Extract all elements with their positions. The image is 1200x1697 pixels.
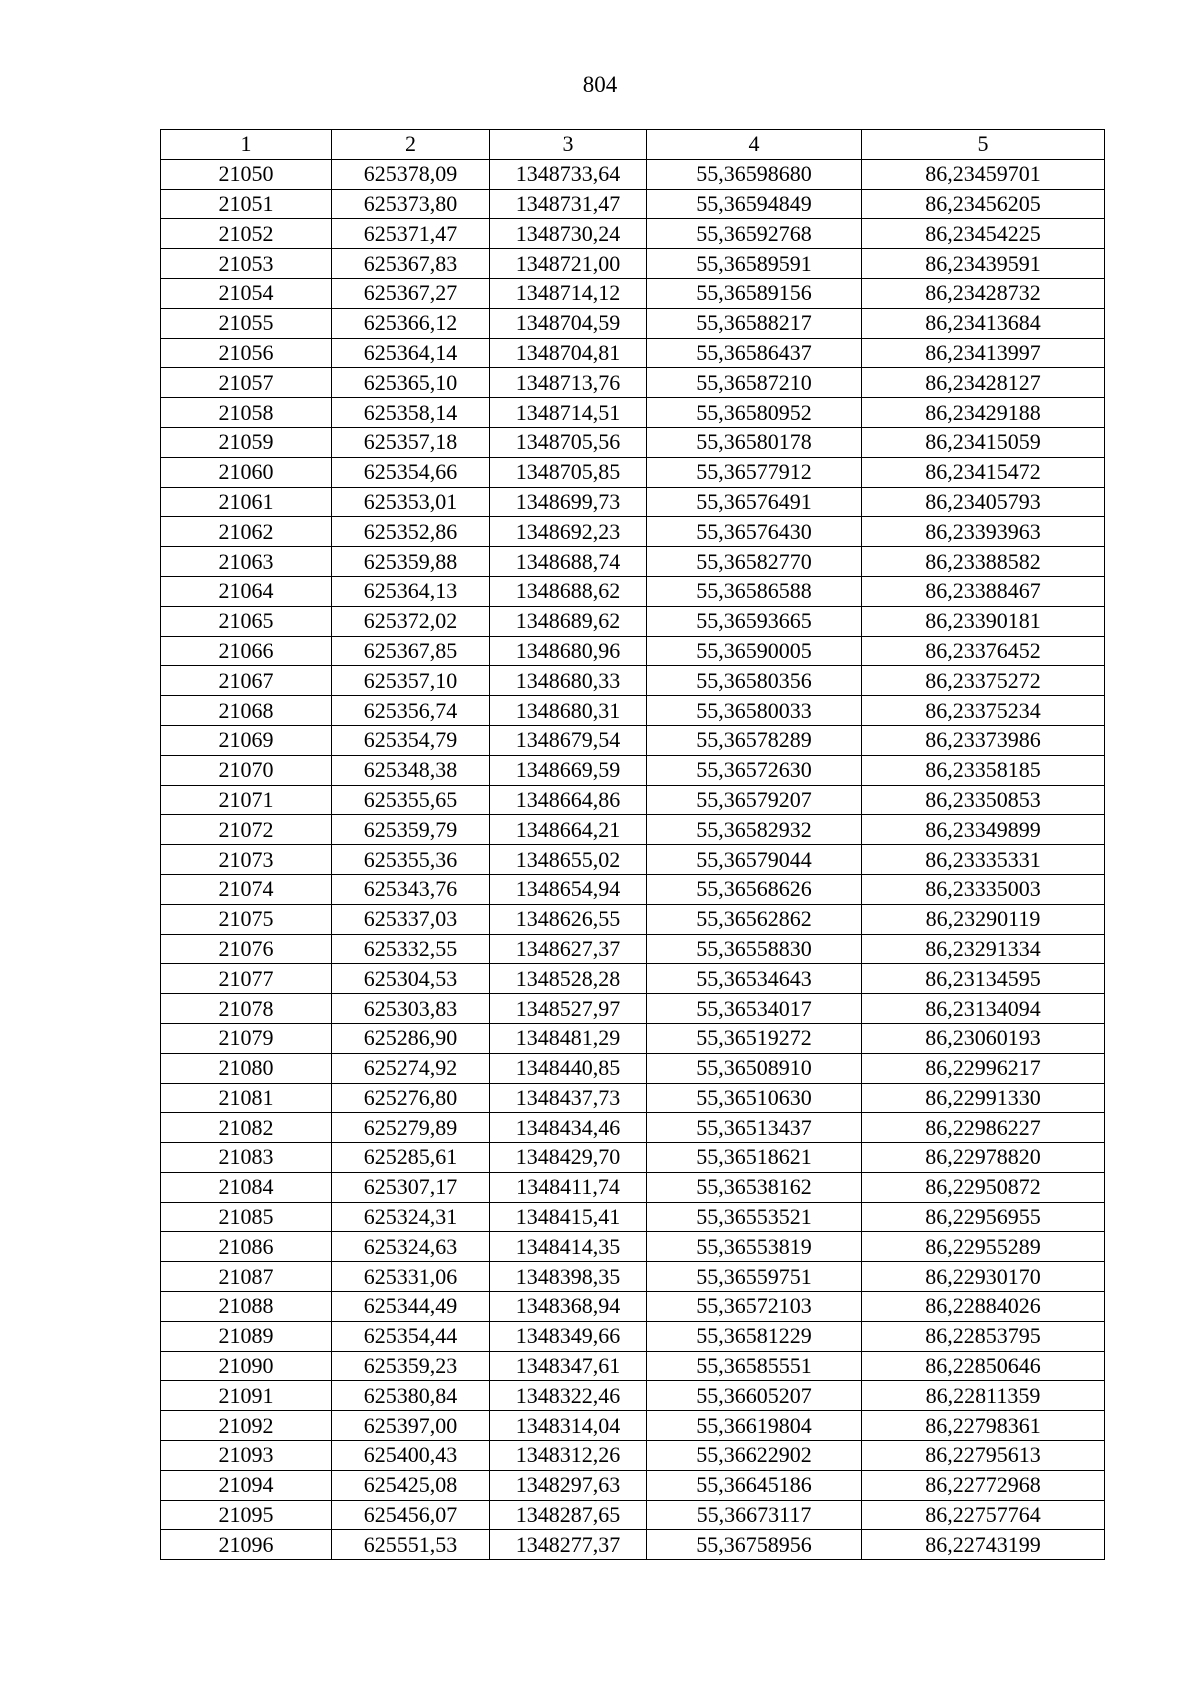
point-number-cell: 21079 [161,1023,332,1053]
y-coordinate-cell: 1348314,04 [490,1411,647,1441]
latitude-cell: 55,36580952 [647,398,862,428]
table-row [161,636,1105,666]
latitude-cell: 55,36580033 [647,696,862,726]
latitude-cell: 55,36534017 [647,994,862,1024]
x-coordinate-cell: 625425,08 [332,1470,490,1500]
latitude-cell: 55,36559751 [647,1262,862,1292]
point-number-cell: 21095 [161,1500,332,1530]
table-row [161,904,1105,934]
y-coordinate-cell: 1348626,55 [490,904,647,934]
table-row [161,725,1105,755]
latitude-cell: 55,36622902 [647,1441,862,1471]
point-number-cell: 21078 [161,994,332,1024]
latitude-cell: 55,36673117 [647,1500,862,1530]
x-coordinate-cell: 625307,17 [332,1172,490,1202]
y-coordinate-cell: 1348287,65 [490,1500,647,1530]
latitude-cell: 55,36645186 [647,1470,862,1500]
table-row [161,576,1105,606]
latitude-cell: 55,36592768 [647,219,862,249]
table-row [161,1262,1105,1292]
point-number-cell: 21076 [161,934,332,964]
y-coordinate-cell: 1348705,85 [490,457,647,487]
point-number-cell: 21063 [161,547,332,577]
x-coordinate-cell: 625373,80 [332,189,490,219]
x-coordinate-cell: 625348,38 [332,755,490,785]
point-number-cell: 21051 [161,189,332,219]
latitude-cell: 55,36510630 [647,1083,862,1113]
latitude-cell: 55,36758956 [647,1530,862,1560]
table-row [161,1113,1105,1143]
longitude-cell: 86,23439591 [862,249,1105,279]
y-coordinate-cell: 1348680,96 [490,636,647,666]
x-coordinate-cell: 625372,02 [332,606,490,636]
point-number-cell: 21091 [161,1381,332,1411]
longitude-cell: 86,23290119 [862,904,1105,934]
longitude-cell: 86,23459701 [862,159,1105,189]
table-row [161,457,1105,487]
point-number-cell: 21056 [161,338,332,368]
table-row [161,1441,1105,1471]
latitude-cell: 55,36594849 [647,189,862,219]
y-coordinate-cell: 1348627,37 [490,934,647,964]
point-number-cell: 21088 [161,1292,332,1322]
y-coordinate-cell: 1348679,54 [490,725,647,755]
longitude-cell: 86,23429188 [862,398,1105,428]
latitude-cell: 55,36578289 [647,725,862,755]
table-row [161,785,1105,815]
longitude-cell: 86,22986227 [862,1113,1105,1143]
y-coordinate-cell: 1348704,59 [490,308,647,338]
y-coordinate-cell: 1348312,26 [490,1441,647,1471]
latitude-cell: 55,36518621 [647,1143,862,1173]
y-coordinate-cell: 1348714,12 [490,278,647,308]
x-coordinate-cell: 625358,14 [332,398,490,428]
longitude-cell: 86,23358185 [862,755,1105,785]
longitude-cell: 86,22853795 [862,1321,1105,1351]
y-coordinate-cell: 1348664,86 [490,785,647,815]
table-row [161,874,1105,904]
longitude-cell: 86,22811359 [862,1381,1105,1411]
point-number-cell: 21064 [161,576,332,606]
point-number-cell: 21053 [161,249,332,279]
table-row [161,845,1105,875]
longitude-cell: 86,23350853 [862,785,1105,815]
y-coordinate-cell: 1348664,21 [490,815,647,845]
table-row [161,1381,1105,1411]
longitude-cell: 86,23415472 [862,457,1105,487]
point-number-cell: 21085 [161,1202,332,1232]
x-coordinate-cell: 625324,31 [332,1202,490,1232]
y-coordinate-cell: 1348481,29 [490,1023,647,1053]
y-coordinate-cell: 1348680,33 [490,666,647,696]
latitude-cell: 55,36579044 [647,845,862,875]
column-header-1: 1 [161,130,332,160]
y-coordinate-cell: 1348414,35 [490,1232,647,1262]
y-coordinate-cell: 1348730,24 [490,219,647,249]
longitude-cell: 86,23428127 [862,368,1105,398]
table-row [161,487,1105,517]
longitude-cell: 86,22930170 [862,1262,1105,1292]
x-coordinate-cell: 625397,00 [332,1411,490,1441]
point-number-cell: 21093 [161,1441,332,1471]
table-row [161,219,1105,249]
x-coordinate-cell: 625353,01 [332,487,490,517]
longitude-cell: 86,22757764 [862,1500,1105,1530]
longitude-cell: 86,23405793 [862,487,1105,517]
longitude-cell: 86,23456205 [862,189,1105,219]
x-coordinate-cell: 625357,18 [332,427,490,457]
x-coordinate-cell: 625343,76 [332,874,490,904]
point-number-cell: 21090 [161,1351,332,1381]
latitude-cell: 55,36579207 [647,785,862,815]
table-row [161,1232,1105,1262]
x-coordinate-cell: 625354,79 [332,725,490,755]
y-coordinate-cell: 1348398,35 [490,1262,647,1292]
latitude-cell: 55,36589591 [647,249,862,279]
x-coordinate-cell: 625303,83 [332,994,490,1024]
table-row [161,964,1105,994]
latitude-cell: 55,36593665 [647,606,862,636]
x-coordinate-cell: 625551,53 [332,1530,490,1560]
point-number-cell: 21055 [161,308,332,338]
longitude-cell: 86,23134094 [862,994,1105,1024]
x-coordinate-cell: 625355,36 [332,845,490,875]
longitude-cell: 86,22955289 [862,1232,1105,1262]
coordinates-table [160,129,1105,1560]
latitude-cell: 55,36586588 [647,576,862,606]
y-coordinate-cell: 1348655,02 [490,845,647,875]
table-row [161,1172,1105,1202]
y-coordinate-cell: 1348705,56 [490,427,647,457]
point-number-cell: 21083 [161,1143,332,1173]
point-number-cell: 21060 [161,457,332,487]
latitude-cell: 55,36581229 [647,1321,862,1351]
longitude-cell: 86,23388582 [862,547,1105,577]
y-coordinate-cell: 1348733,64 [490,159,647,189]
x-coordinate-cell: 625400,43 [332,1441,490,1471]
point-number-cell: 21084 [161,1172,332,1202]
y-coordinate-cell: 1348347,61 [490,1351,647,1381]
latitude-cell: 55,36588217 [647,308,862,338]
y-coordinate-cell: 1348688,62 [490,576,647,606]
latitude-cell: 55,36513437 [647,1113,862,1143]
latitude-cell: 55,36605207 [647,1381,862,1411]
latitude-cell: 55,36587210 [647,368,862,398]
y-coordinate-cell: 1348368,94 [490,1292,647,1322]
longitude-cell: 86,23373986 [862,725,1105,755]
point-number-cell: 21066 [161,636,332,666]
x-coordinate-cell: 625367,85 [332,636,490,666]
x-coordinate-cell: 625304,53 [332,964,490,994]
latitude-cell: 55,36590005 [647,636,862,666]
x-coordinate-cell: 625354,44 [332,1321,490,1351]
y-coordinate-cell: 1348680,31 [490,696,647,726]
x-coordinate-cell: 625355,65 [332,785,490,815]
point-number-cell: 21062 [161,517,332,547]
latitude-cell: 55,36534643 [647,964,862,994]
table-row [161,1083,1105,1113]
table-row [161,1023,1105,1053]
x-coordinate-cell: 625367,83 [332,249,490,279]
point-number-cell: 21067 [161,666,332,696]
latitude-cell: 55,36580178 [647,427,862,457]
x-coordinate-cell: 625367,27 [332,278,490,308]
longitude-cell: 86,23134595 [862,964,1105,994]
point-number-cell: 21069 [161,725,332,755]
table-row [161,1500,1105,1530]
point-number-cell: 21071 [161,785,332,815]
x-coordinate-cell: 625359,88 [332,547,490,577]
point-number-cell: 21092 [161,1411,332,1441]
point-number-cell: 21068 [161,696,332,726]
table-row [161,278,1105,308]
table-row [161,815,1105,845]
y-coordinate-cell: 1348689,62 [490,606,647,636]
longitude-cell: 86,23060193 [862,1023,1105,1053]
longitude-cell: 86,22795613 [862,1441,1105,1471]
table-row [161,338,1105,368]
x-coordinate-cell: 625456,07 [332,1500,490,1530]
point-number-cell: 21086 [161,1232,332,1262]
x-coordinate-cell: 625365,10 [332,368,490,398]
table-row [161,696,1105,726]
table-row [161,159,1105,189]
y-coordinate-cell: 1348349,66 [490,1321,647,1351]
point-number-cell: 21081 [161,1083,332,1113]
x-coordinate-cell: 625371,47 [332,219,490,249]
y-coordinate-cell: 1348713,76 [490,368,647,398]
point-number-cell: 21059 [161,427,332,457]
table-row [161,1351,1105,1381]
y-coordinate-cell: 1348437,73 [490,1083,647,1113]
x-coordinate-cell: 625364,14 [332,338,490,368]
longitude-cell: 86,23393963 [862,517,1105,547]
y-coordinate-cell: 1348692,23 [490,517,647,547]
x-coordinate-cell: 625276,80 [332,1083,490,1113]
x-coordinate-cell: 625274,92 [332,1053,490,1083]
y-coordinate-cell: 1348654,94 [490,874,647,904]
y-coordinate-cell: 1348714,51 [490,398,647,428]
longitude-cell: 86,23335003 [862,874,1105,904]
header-row [161,130,1105,160]
latitude-cell: 55,36576430 [647,517,862,547]
column-header-2: 2 [332,130,490,160]
x-coordinate-cell: 625364,13 [332,576,490,606]
y-coordinate-cell: 1348688,74 [490,547,647,577]
point-number-cell: 21089 [161,1321,332,1351]
table-row [161,517,1105,547]
table-row [161,1143,1105,1173]
longitude-cell: 86,22978820 [862,1143,1105,1173]
latitude-cell: 55,36577912 [647,457,862,487]
longitude-cell: 86,23390181 [862,606,1105,636]
y-coordinate-cell: 1348411,74 [490,1172,647,1202]
longitude-cell: 86,23413997 [862,338,1105,368]
latitude-cell: 55,36568626 [647,874,862,904]
table-row [161,666,1105,696]
latitude-cell: 55,36586437 [647,338,862,368]
longitude-cell: 86,22798361 [862,1411,1105,1441]
longitude-cell: 86,22772968 [862,1470,1105,1500]
table-row [161,606,1105,636]
table-row [161,308,1105,338]
longitude-cell: 86,23415059 [862,427,1105,457]
latitude-cell: 55,36582932 [647,815,862,845]
longitude-cell: 86,22743199 [862,1530,1105,1560]
latitude-cell: 55,36572103 [647,1292,862,1322]
point-number-cell: 21058 [161,398,332,428]
point-number-cell: 21075 [161,904,332,934]
x-coordinate-cell: 625378,09 [332,159,490,189]
longitude-cell: 86,23291334 [862,934,1105,964]
x-coordinate-cell: 625344,49 [332,1292,490,1322]
point-number-cell: 21072 [161,815,332,845]
latitude-cell: 55,36598680 [647,159,862,189]
page-number: 804 [582,72,618,97]
table-body [161,159,1105,1559]
y-coordinate-cell: 1348429,70 [490,1143,647,1173]
longitude-cell: 86,23454225 [862,219,1105,249]
table-row [161,368,1105,398]
x-coordinate-cell: 625354,66 [332,457,490,487]
point-number-cell: 21087 [161,1262,332,1292]
column-header-4: 4 [647,130,862,160]
point-number-cell: 21050 [161,159,332,189]
table-row [161,755,1105,785]
table-row [161,1470,1105,1500]
latitude-cell: 55,36508910 [647,1053,862,1083]
longitude-cell: 86,23375272 [862,666,1105,696]
column-header-3: 3 [490,130,647,160]
y-coordinate-cell: 1348415,41 [490,1202,647,1232]
longitude-cell: 86,22850646 [862,1351,1105,1381]
table-row [161,1292,1105,1322]
latitude-cell: 55,36553819 [647,1232,862,1262]
latitude-cell: 55,36619804 [647,1411,862,1441]
table-row [161,1530,1105,1560]
longitude-cell: 86,23335331 [862,845,1105,875]
point-number-cell: 21080 [161,1053,332,1083]
x-coordinate-cell: 625359,23 [332,1351,490,1381]
table-row [161,398,1105,428]
x-coordinate-cell: 625285,61 [332,1143,490,1173]
y-coordinate-cell: 1348721,00 [490,249,647,279]
table-row [161,547,1105,577]
longitude-cell: 86,23428732 [862,278,1105,308]
y-coordinate-cell: 1348527,97 [490,994,647,1024]
x-coordinate-cell: 625337,03 [332,904,490,934]
point-number-cell: 21070 [161,755,332,785]
y-coordinate-cell: 1348322,46 [490,1381,647,1411]
table-row [161,934,1105,964]
latitude-cell: 55,36585551 [647,1351,862,1381]
x-coordinate-cell: 625286,90 [332,1023,490,1053]
point-number-cell: 21074 [161,874,332,904]
y-coordinate-cell: 1348731,47 [490,189,647,219]
y-coordinate-cell: 1348704,81 [490,338,647,368]
x-coordinate-cell: 625279,89 [332,1113,490,1143]
x-coordinate-cell: 625359,79 [332,815,490,845]
x-coordinate-cell: 625357,10 [332,666,490,696]
point-number-cell: 21052 [161,219,332,249]
point-number-cell: 21082 [161,1113,332,1143]
point-number-cell: 21065 [161,606,332,636]
latitude-cell: 55,36553521 [647,1202,862,1232]
point-number-cell: 21054 [161,278,332,308]
x-coordinate-cell: 625331,06 [332,1262,490,1292]
x-coordinate-cell: 625380,84 [332,1381,490,1411]
point-number-cell: 21061 [161,487,332,517]
latitude-cell: 55,36589156 [647,278,862,308]
y-coordinate-cell: 1348434,46 [490,1113,647,1143]
table-row [161,249,1105,279]
x-coordinate-cell: 625332,55 [332,934,490,964]
y-coordinate-cell: 1348440,85 [490,1053,647,1083]
x-coordinate-cell: 625366,12 [332,308,490,338]
longitude-cell: 86,22884026 [862,1292,1105,1322]
latitude-cell: 55,36580356 [647,666,862,696]
longitude-cell: 86,22956955 [862,1202,1105,1232]
longitude-cell: 86,23376452 [862,636,1105,666]
longitude-cell: 86,23388467 [862,576,1105,606]
column-header-5: 5 [862,130,1105,160]
y-coordinate-cell: 1348528,28 [490,964,647,994]
y-coordinate-cell: 1348699,73 [490,487,647,517]
longitude-cell: 86,23349899 [862,815,1105,845]
latitude-cell: 55,36572630 [647,755,862,785]
table-row [161,427,1105,457]
y-coordinate-cell: 1348669,59 [490,755,647,785]
y-coordinate-cell: 1348277,37 [490,1530,647,1560]
latitude-cell: 55,36576491 [647,487,862,517]
point-number-cell: 21057 [161,368,332,398]
table-row [161,1202,1105,1232]
table-header [161,130,1105,160]
point-number-cell: 21077 [161,964,332,994]
latitude-cell: 55,36519272 [647,1023,862,1053]
longitude-cell: 86,23413684 [862,308,1105,338]
longitude-cell: 86,23375234 [862,696,1105,726]
table-row [161,189,1105,219]
x-coordinate-cell: 625356,74 [332,696,490,726]
latitude-cell: 55,36538162 [647,1172,862,1202]
point-number-cell: 21073 [161,845,332,875]
table-row [161,994,1105,1024]
x-coordinate-cell: 625324,63 [332,1232,490,1262]
longitude-cell: 86,22996217 [862,1053,1105,1083]
longitude-cell: 86,22991330 [862,1083,1105,1113]
latitude-cell: 55,36558830 [647,934,862,964]
point-number-cell: 21096 [161,1530,332,1560]
x-coordinate-cell: 625352,86 [332,517,490,547]
latitude-cell: 55,36582770 [647,547,862,577]
y-coordinate-cell: 1348297,63 [490,1470,647,1500]
point-number-cell: 21094 [161,1470,332,1500]
latitude-cell: 55,36562862 [647,904,862,934]
table-row [161,1321,1105,1351]
longitude-cell: 86,22950872 [862,1172,1105,1202]
table-row [161,1053,1105,1083]
table-row [161,1411,1105,1441]
